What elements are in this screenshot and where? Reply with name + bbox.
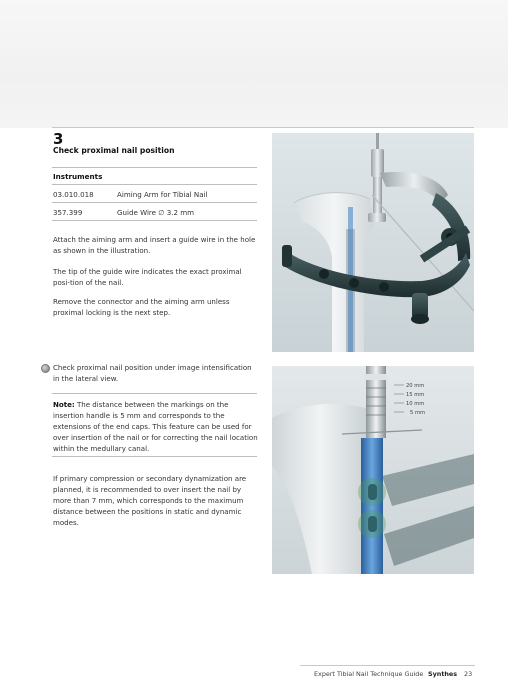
- note-text: The distance between the markings on the insertion handle is 5 mm and corresponds to the extensions of the end caps. This feature can be used for over insertion of the nail or for correcting the nail location within the medullary canal.: [53, 400, 258, 453]
- marker-label-15mm: 15 mm: [406, 392, 425, 398]
- instrument-code: 357.399: [53, 208, 83, 217]
- instruments-top-rule: [52, 167, 257, 168]
- instruments-bottom-rule: [52, 220, 257, 221]
- instrument-name: Guide Wire ∅ 3.2 mm: [117, 208, 195, 217]
- note-label: Note:: [53, 400, 75, 409]
- paragraph-over-insertion: If primary compression or secondary dynamization are planned, it is recommended to over insert the nail by more than 7 mm, which corresponds to the maximum distance between the positions in static and dynamic modes.: [53, 474, 247, 527]
- illustration-lateral-view: [272, 366, 474, 574]
- note-paragraph: [53, 399, 258, 454]
- instrument-name: Aiming Arm for Tibial Nail: [117, 190, 208, 199]
- step-number: 3: [53, 130, 64, 148]
- paragraph-guide-wire-tip: The tip of the guide wire indicates the exact proximal posi-tion of the nail.: [53, 267, 242, 287]
- footer-guide-title: Expert Tibial Nail Technique Guide: [314, 670, 424, 678]
- marker-label-10mm: 10 mm: [406, 401, 425, 407]
- marker-label-5mm: 5 mm: [410, 410, 426, 416]
- image-intensifier-icon: [41, 364, 50, 373]
- footer-rule: [300, 665, 475, 666]
- paragraph-remove-connector: Remove the connector and the aiming arm unless proximal locking is the next step.: [53, 297, 230, 317]
- header-band: [0, 0, 508, 128]
- instrument-code: 03.010.018: [53, 190, 94, 199]
- note-bottom-rule: [52, 456, 257, 457]
- section-divider: [52, 127, 474, 128]
- step-title: Check proximal nail position: [53, 146, 175, 155]
- instruments-heading: Instruments: [53, 172, 103, 181]
- note-top-rule: [52, 393, 257, 394]
- paragraph-check-lateral-view: Check proximal nail position under image intensification in the lateral view.: [53, 363, 252, 383]
- instruments-row-rule: [52, 202, 257, 203]
- illustration-aiming-arm: [272, 133, 474, 352]
- instruments-header-rule: [52, 184, 257, 185]
- paragraph-attach-aiming-arm: Attach the aiming arm and insert a guide wire in the hole as shown in the illustration.: [53, 235, 256, 255]
- footer-brand: Synthes: [428, 670, 458, 678]
- marker-label-20mm: 20 mm: [406, 383, 425, 389]
- page-number: 23: [464, 670, 473, 678]
